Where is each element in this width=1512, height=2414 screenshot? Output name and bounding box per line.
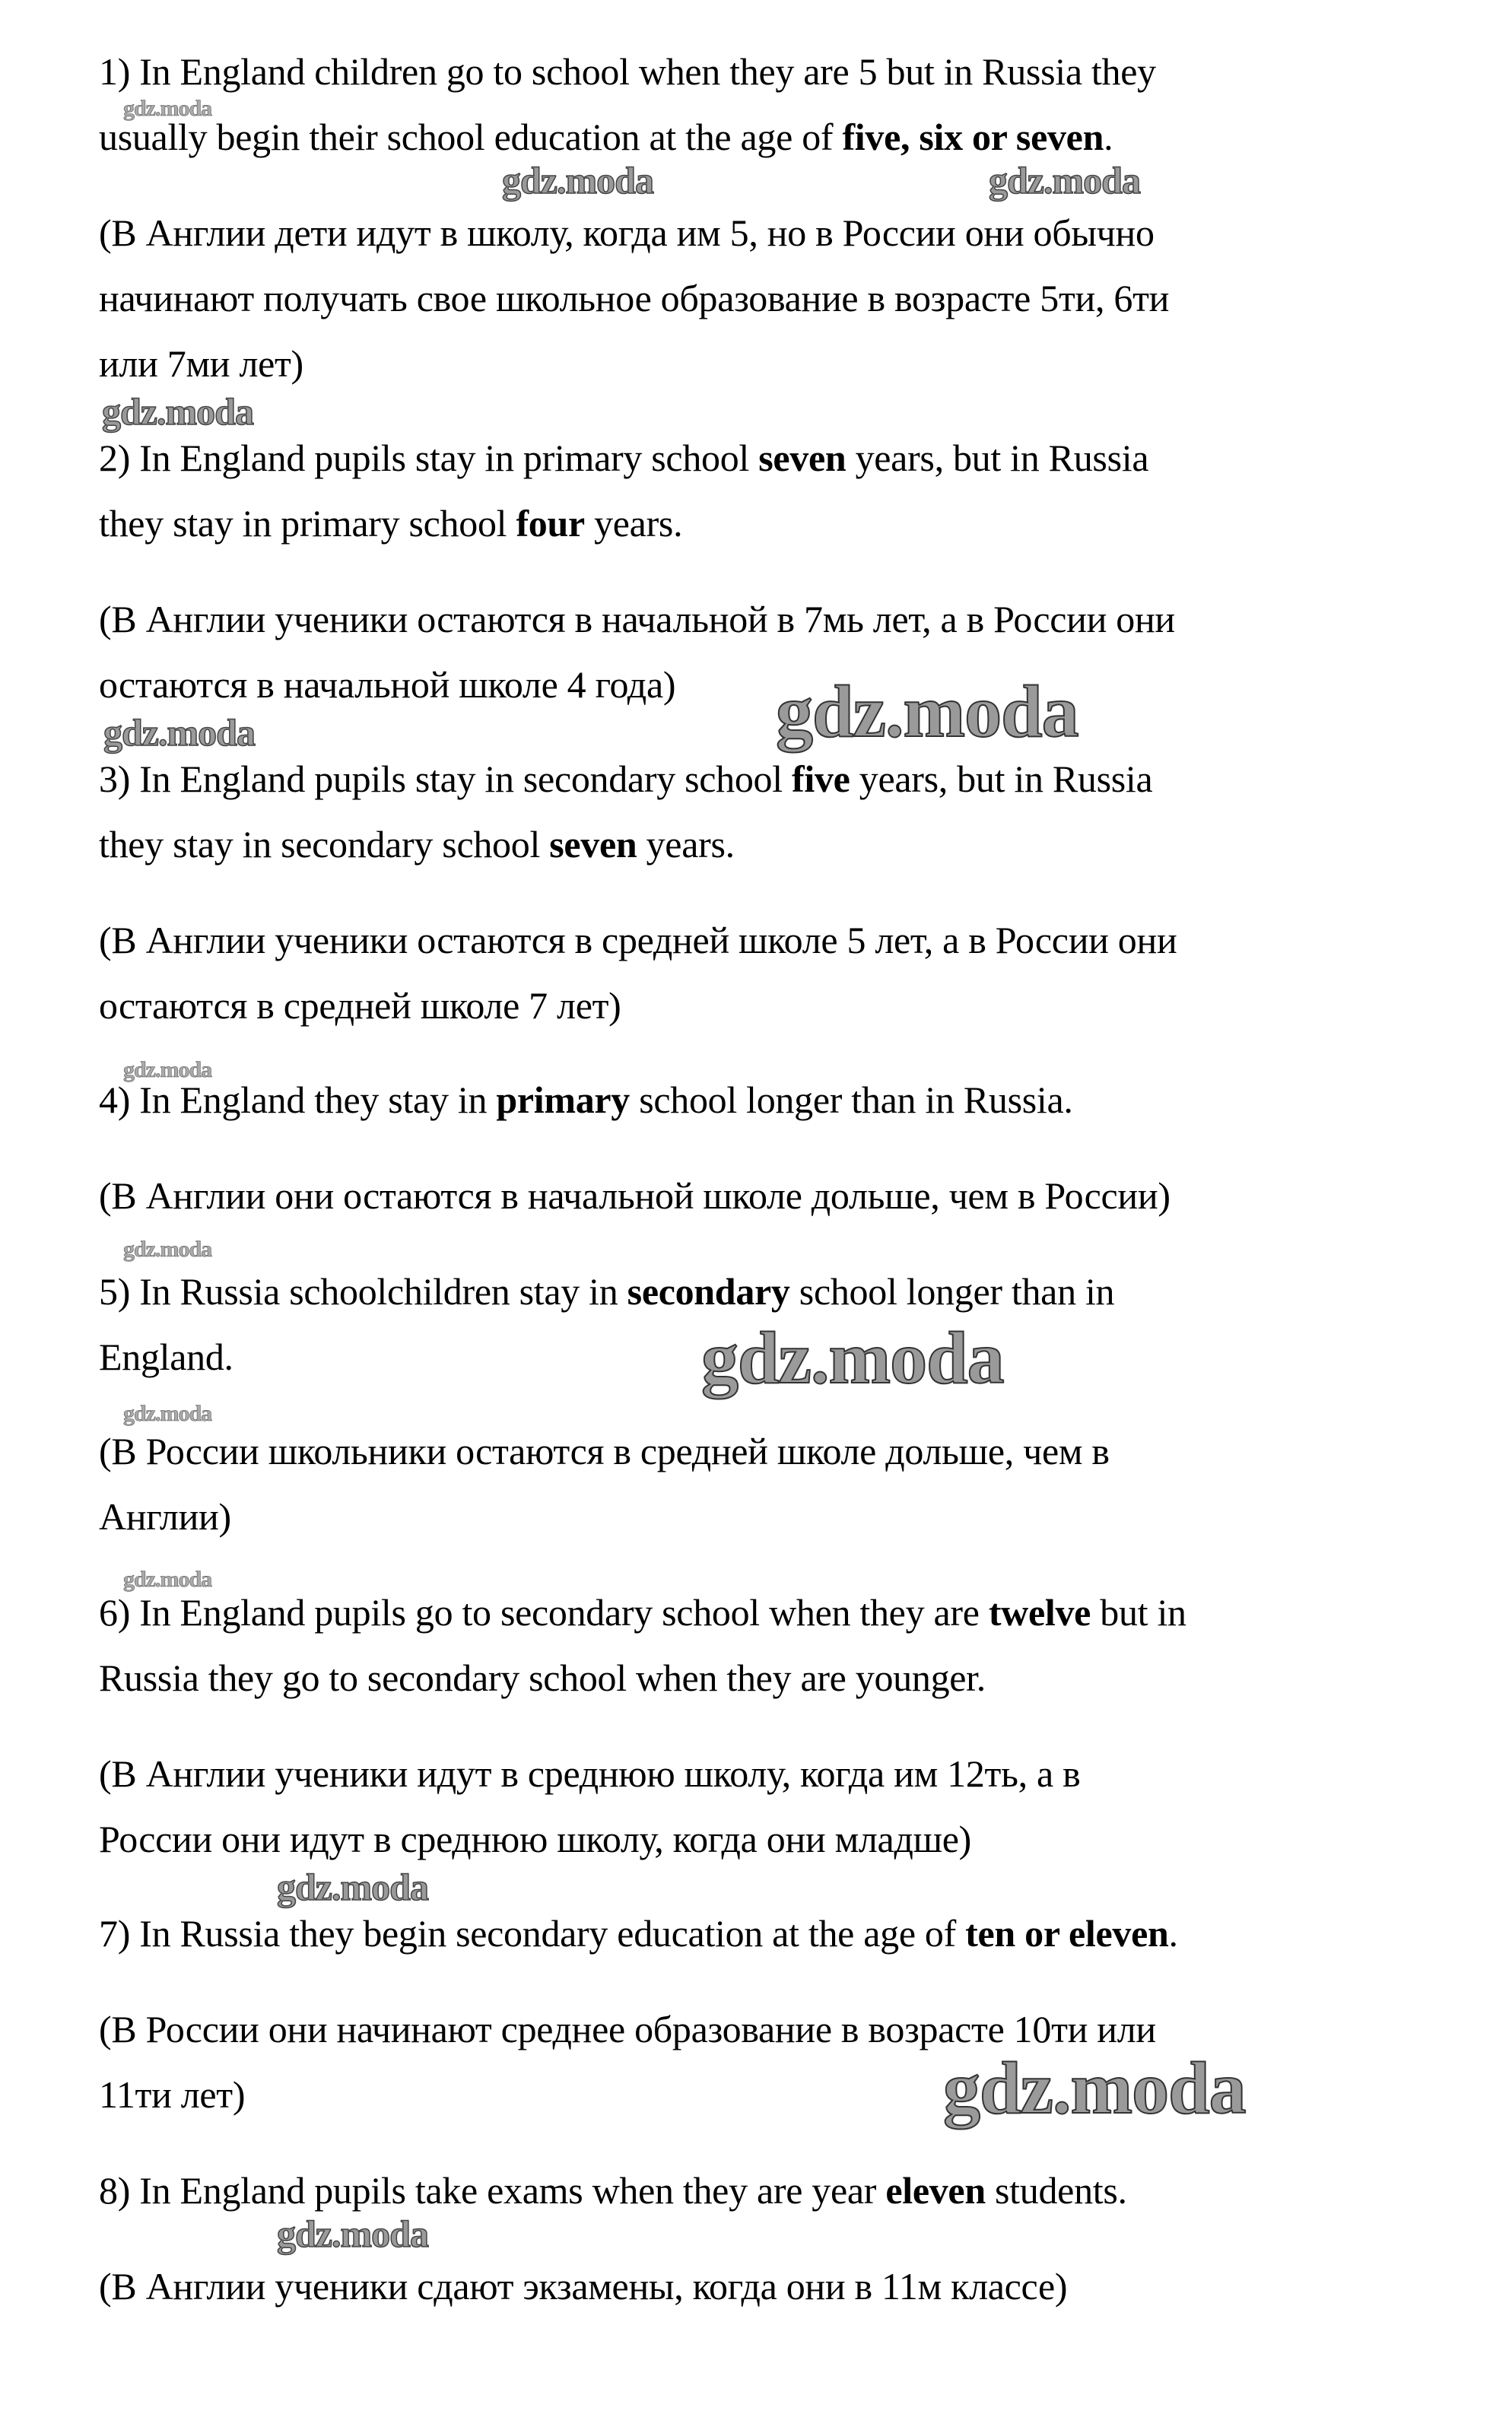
watermark: gdz.moda [123, 1057, 212, 1082]
watermark: gdz.moda [776, 671, 1078, 753]
text: years. [584, 502, 683, 545]
watermark: gdz.moda [123, 1237, 212, 1262]
watermark: gdz.moda [502, 159, 653, 202]
answer-bold: four [516, 502, 585, 545]
answer-bold: seven [549, 823, 637, 866]
item-3-translation-line-2: остаются в средней школе 7 лет) [99, 984, 621, 1027]
item-5-english-line-1 [99, 1269, 1114, 1314]
item-5-english-line-2: England. [99, 1336, 233, 1378]
answer-bold: ten or eleven [965, 1912, 1169, 1955]
answer-bold: eleven [885, 2169, 986, 2212]
item-2-translation-line-2: остаются в начальной школе 4 года) [99, 663, 676, 706]
watermark: gdz.moda [123, 1567, 212, 1592]
text: years. [637, 823, 735, 866]
text: 5) In Russia schoolchildren stay in [99, 1270, 627, 1313]
text: . [1168, 1912, 1178, 1955]
item-4-translation: (В Англии они остаются в начальной школе дольше, чем в России) [99, 1174, 1171, 1217]
text: students. [985, 2169, 1127, 2212]
answer-bold: five, six or seven [842, 116, 1104, 158]
text: they stay in secondary school [99, 823, 550, 866]
answer-bold: twelve [988, 1591, 1091, 1634]
watermark: gdz.moda [123, 1401, 212, 1426]
text: 2) In England pupils stay in primary school [99, 437, 759, 479]
item-5-translation-line-2: Англии) [99, 1495, 231, 1538]
watermark: gdz.moda [277, 1866, 428, 1908]
item-4-english [99, 1077, 1073, 1123]
item-6-english-line-2: Russia they go to secondary school when they are younger. [99, 1656, 986, 1699]
item-3-translation-line-1: (В Англии ученики остаются в средней школе 5 лет, а в России они [99, 919, 1177, 961]
item-3-english-line-1 [99, 756, 1152, 802]
text: but in [1091, 1591, 1186, 1634]
item-6-english-line-1 [99, 1590, 1186, 1635]
text: years, but in Russia [850, 758, 1153, 800]
item-1-translation-line-2: начинают получать свое школьное образование в возрасте 5ти, 6ти [99, 277, 1170, 319]
watermark: gdz.moda [943, 2047, 1246, 2130]
item-7-english [99, 1911, 1178, 1956]
item-6-translation-line-1: (В Англии ученики идут в среднюю школу, когда им 12ть, а в [99, 1752, 1081, 1795]
text: school longer than in Russia. [630, 1078, 1073, 1121]
text: . [1104, 116, 1113, 158]
watermark: gdz.moda [277, 2212, 428, 2255]
item-1-english-line-1 [99, 49, 1156, 94]
watermark: gdz.moda [989, 159, 1140, 202]
text: school longer than in [789, 1270, 1115, 1313]
text: 6) In England pupils go to secondary school when they are [99, 1591, 989, 1634]
item-8-english [99, 2168, 1127, 2213]
item-6-translation-line-2: России они идут в среднюю школу, когда они младше) [99, 1818, 972, 1860]
item-1-translation-line-1: (В Англии дети идут в школу, когда им 5, но в России они обычно [99, 211, 1155, 254]
text: 1) In England children go to school when they are 5 but in Russia they [99, 50, 1156, 93]
text: usually begin their school education at the age of [99, 116, 843, 158]
watermark: gdz.moda [103, 711, 255, 754]
item-3-english-line-2 [99, 821, 735, 867]
text: they stay in primary school [99, 502, 516, 545]
item-8-translation: (В Англии ученики сдают экзамены, когда они в 11м классе) [99, 2265, 1068, 2308]
watermark: gdz.moda [123, 96, 212, 121]
item-2-english-line-2 [99, 500, 682, 546]
text: 8) In England pupils take exams when they are year [99, 2169, 886, 2212]
item-1-translation-line-3: или 7ми лет) [99, 342, 303, 385]
item-5-translation-line-1: (В России школьники остаются в средней школе дольше, чем в [99, 1430, 1110, 1472]
answer-bold: seven [758, 437, 847, 479]
watermark: gdz.moda [102, 390, 253, 433]
item-7-translation-line-2: 11ти лет) [99, 2073, 246, 2116]
item-7-translation-line-1: (В России они начинают среднее образование в возрасте 10ти или [99, 2008, 1156, 2050]
watermark: gdz.moda [701, 1317, 1004, 1399]
answer-bold: primary [496, 1078, 630, 1121]
item-2-translation-line-1: (В Англии ученики остаются в начальной в 7мь лет, а в России они [99, 598, 1175, 640]
text: 7) In Russia they begin secondary education at the age of [99, 1912, 966, 1955]
item-1-english-line-2 [99, 114, 1113, 160]
text: 3) In England pupils stay in secondary school [99, 758, 793, 800]
text: 4) In England they stay in [99, 1078, 497, 1121]
answer-bold: secondary [627, 1270, 790, 1313]
text: years, but in Russia [846, 437, 1149, 479]
answer-bold: five [792, 758, 850, 800]
item-2-english-line-1 [99, 435, 1148, 481]
